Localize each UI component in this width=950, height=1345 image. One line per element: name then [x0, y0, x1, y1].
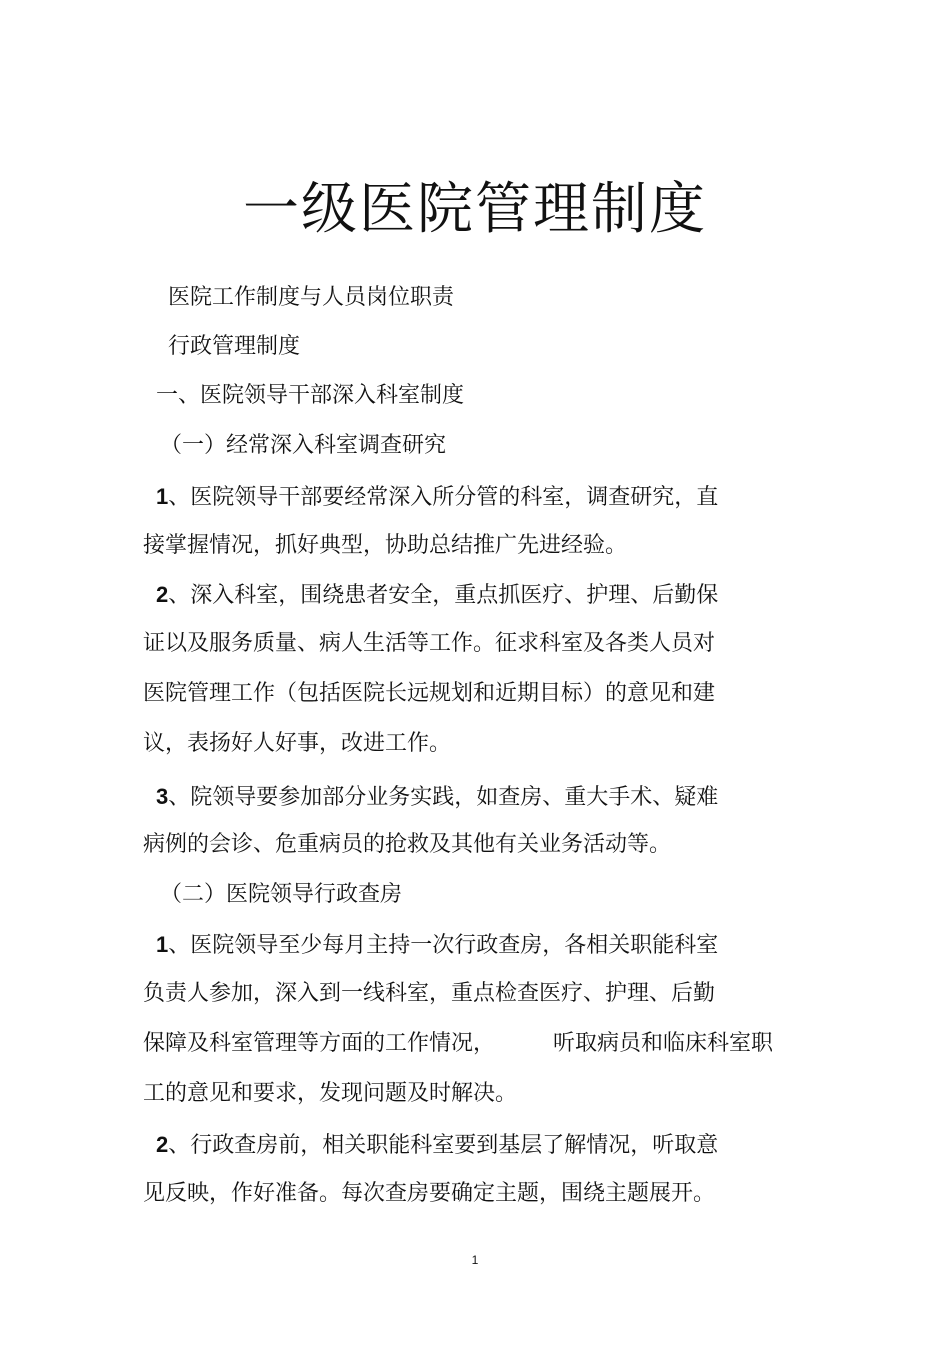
paragraph-line [143, 1029, 773, 1059]
paragraph-text: 、行政查房前，相关职能科室要到基层了解情况，听取意 [168, 1133, 719, 1158]
paragraph-text: 、深入科室，围绕患者安全，重点抓医疗、护理、后勤保 [168, 583, 719, 608]
paragraph-line: 工的意见和要求，发现问题及时解决。 [143, 1081, 518, 1106]
item-number: 2 [156, 1132, 169, 1157]
subsection-heading-1: （一）经常深入科室调查研究 [160, 433, 447, 458]
paragraph-line: 见反映，作好准备。每次查房要确定主题，围绕主题展开。 [143, 1181, 716, 1206]
paragraph-line: 病例的会诊、危重病员的抢救及其他有关业务活动等。 [143, 832, 672, 857]
paragraph-line: 证以及服务质量、病人生活等工作。征求科室及各类人员对 [143, 631, 716, 656]
paragraph-line: 医院管理工作（包括医院长远规划和近期目标）的意见和建 [143, 681, 716, 706]
item-number: 3 [156, 784, 169, 809]
subtitle-job-duties: 医院工作制度与人员岗位职责 [168, 285, 455, 310]
item-number: 1 [156, 484, 169, 509]
paragraph-line [156, 1130, 718, 1161]
paragraph-line: 议，表扬好人好事，改进工作。 [143, 731, 452, 756]
paragraph-line [156, 580, 718, 611]
item-number: 1 [156, 932, 169, 957]
paragraph-text: 、医院领导至少每月主持一次行政查房，各相关职能科室 [168, 933, 719, 958]
paragraph-text: 保障及科室管理等方面的工作情况， [143, 1031, 496, 1056]
page-number: 1 [471, 1253, 479, 1267]
subsection-heading-2: （二）医院领导行政查房 [160, 882, 403, 907]
paragraph-text: 、医院领导干部要经常深入所分管的科室，调查研究，直 [168, 485, 719, 510]
paragraph-line: 负责人参加，深入到一线科室，重点检查医疗、护理、后勤 [143, 981, 716, 1006]
document-title: 一级医院管理制度 [243, 177, 707, 242]
paragraph-text: 、院领导要参加部分业务实践，如查房、重大手术、疑难 [168, 785, 719, 810]
paragraph-line: 接掌握情况，抓好典型，协助总结推广先进经验。 [143, 533, 628, 558]
paragraph-line [156, 930, 718, 961]
paragraph-line [156, 482, 718, 513]
paragraph-line [156, 782, 718, 813]
subtitle-admin-rules: 行政管理制度 [168, 334, 301, 359]
item-number: 2 [156, 582, 169, 607]
paragraph-text: 听取病员和临床科室职 [553, 1031, 774, 1056]
section-heading-1: 一、医院领导干部深入科室制度 [156, 383, 465, 408]
